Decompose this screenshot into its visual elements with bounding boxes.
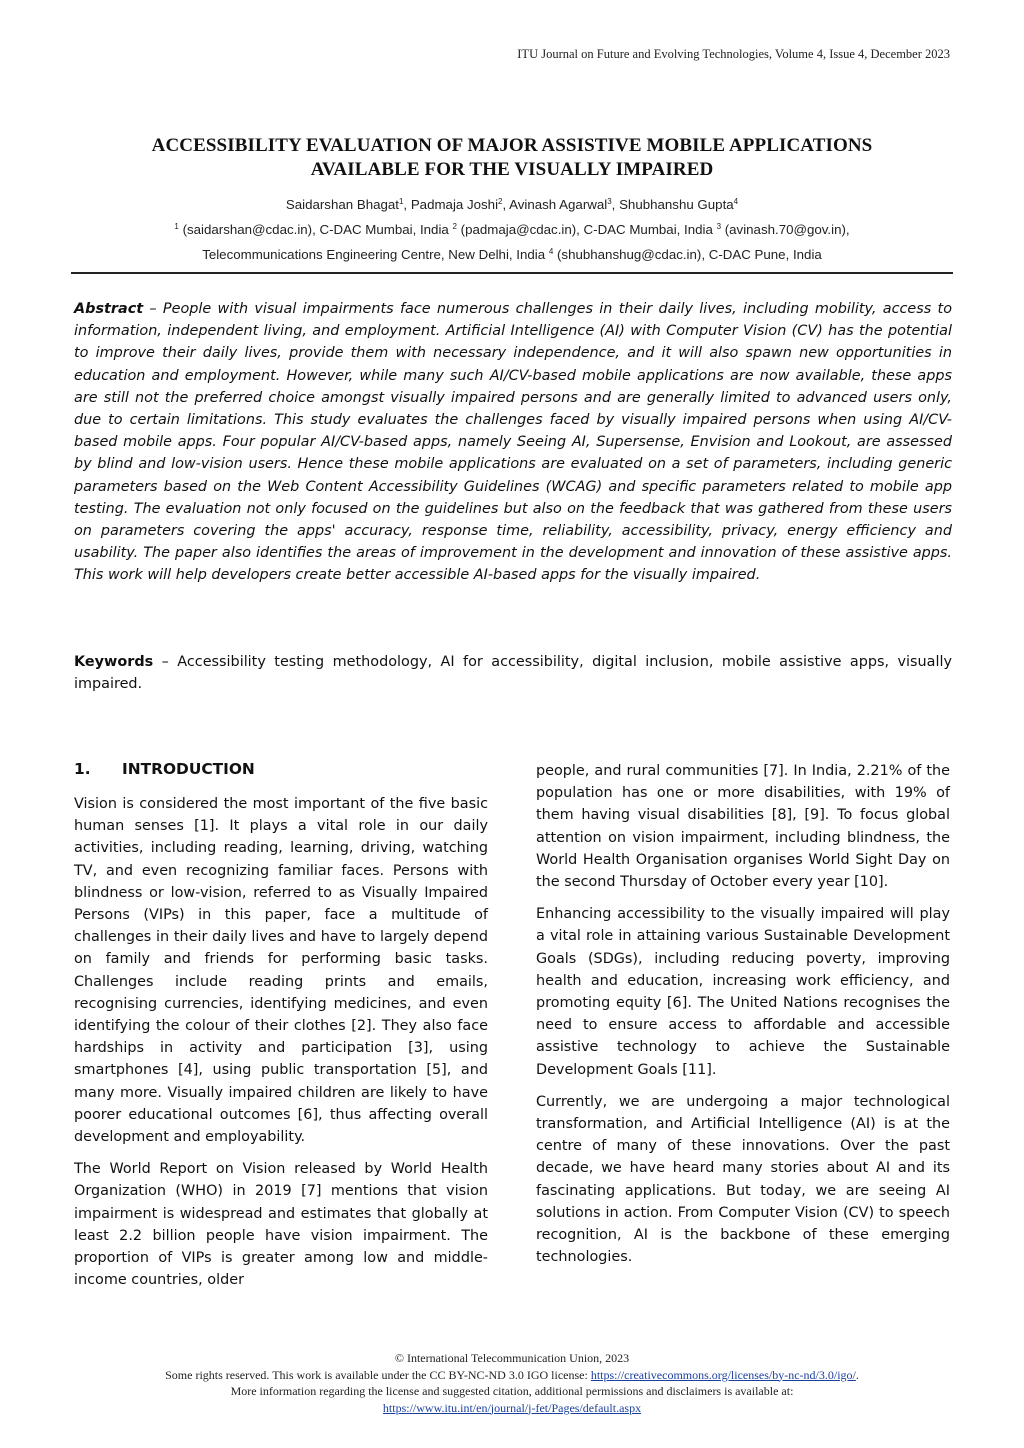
author-name: Saidarshan Bhagat [285,197,399,212]
itu-journal-link[interactable]: https://www.itu.int/en/journal/j-fet/Pages/default.aspx [382,1400,642,1415]
author-name: Padmaja Joshi [410,197,499,212]
author-sup: 1 [398,197,404,206]
paragraph: The World Report on Vision released by World Health Organization (WHO) in 2019 [7] mentions that vision impairment is widespread and estimates that globally at least 2.2 billion people have vision impairment. The proportion of VIPs is greater among low and middle-income countries, older [74,1161,488,1289]
affiliation-text: (saidarshan@cdac.in), C-DAC Mumbai, India [182,222,449,237]
affiliation-text: Telecommunications Engineering Centre, New Delhi, India [202,247,546,262]
affiliation-sup: 3 [716,222,722,231]
author-list: Saidarshan Bhagat$^1$, Padmaja Joshi$^2$, Avinash Agarwal$^3$, Shubhanshu Gupta$^4$ [285,197,739,212]
footer-rights [0,1367,1024,1384]
footer [0,1350,1024,1416]
affiliation-sup: 4 [548,247,554,256]
title-line-1: ACCESSIBILITY EVALUATION OF MAJOR ASSISTIVE MOBILE APPLICATIONS [151,135,873,156]
affiliation-line-1 [0,216,1024,241]
affiliation-sup: 2 [452,222,457,231]
keywords-label: Keywords [74,654,154,670]
title-line-2: AVAILABLE FOR THE VISUALLY IMPAIRED [310,159,714,180]
affiliation-line-2 [0,241,1024,266]
affiliation-sup: 1 [174,222,179,231]
affiliation-text: (shubhanshug@cdac.in), C-DAC Pune, India [557,247,822,262]
journal-header: ITU Journal on Future and Evolving Technologies, Volume 4, Issue 4, December 2023 [517,47,950,61]
abstract-text: – People with visual impairments face numerous challenges in their daily lives, including mobility, access to information, independent living, and employment. Artificial Intelligence (AI) with Computer Vision (CV) has the potential to improve their daily lives, provide them with necessary independence, and it will also spawn new opportunities in education and employment. However, while many such AI/CV-based mobile applications are now available, these apps are still not the preferred choice amongst visually impaired persons and are generally limited to advanced users only, due to certain limitations. This study evaluates the challenges faced by visually impaired persons when using AI/CV-based mobile apps. Four popular AI/CV-based apps, namely Seeing AI, Supersense, Envision and Lookout, are assessed by blind and low-vision users. Hence these mobile applications are evaluated on a set of parameters, including generic parameters based on the Web Content Accessibility Guidelines (WCAG) and specific parameters related to mobile app testing. The evaluation not only focused on the guidelines but also on the feedback that was gathered from these users on parameters covering the apps' accuracy, response time, reliability, accessibility, privacy, energy efficiency and usability. The paper also identifies the areas of improvement in the development and innovation of these assistive apps. This work will help developers create better accessible AI-based apps for the visually impaired. [74,301,952,584]
paragraph: Enhancing accessibility to the visually impaired will play a vital role in attaining various Sustainable Development Goals (SDGs), including reducing poverty, improving health and education, increasing work efficiency, and promoting equity [6]. The United Nations recognises the need to ensure access to affordable and accessible assistive technology to achieve the Sustainable Development Goals [11]. [536,906,950,1078]
keywords-text: – Accessibility testing methodology, AI for accessibility, digital inclusion, mobile assistive apps, visually impaired. [74,654,952,693]
paragraph: Currently, we are undergoing a major technological transformation, and Artificial Intelligence (AI) is at the centre of many of these innovations. Over the past decade, we have heard many stories about AI and its fascinating applications. But today, we are seeing AI solutions in action. From Computer Vision (CV) to speech recognition, AI is the backbone of these emerging technologies. [536,1093,950,1266]
author-sup: 4 [733,197,739,206]
footer-rights-text: Some rights reserved. This work is available under the CC BY-NC-ND 3.0 IGO license: [165,1367,591,1382]
paragraph: people, and rural communities [7]. In India, 2.21% of the population has one or more disabilities, with 19% of them having visual disabilities [8], [9]. To focus global attention on vision impairment, including blindness, the World Health Organisation organises World Sight Day on the second Thursday of October every year [10]. [536,763,950,891]
footer-rights-end: . [855,1367,859,1382]
header-divider [71,272,953,274]
affiliation-text: (padmaja@cdac.in), C-DAC Mumbai, India [460,222,713,237]
section-number: 1. [74,760,91,778]
author-sup: 3 [607,197,612,206]
paragraph: Vision is considered the most important of the five basic human senses [1]. It plays a vital role in our daily activities, including reading, learning, driving, watching TV, and even recognizing familiar faces. Persons with blindness or low-vision, referred to as Visually Impaired Persons (VIPs) in this paper, face a multitude of challenges in their daily lives and have to largely depend on family and friends for performing basic tasks. Challenges include reading prints and emails, recognising currencies, identifying medicines, and even identifying the colour of their clothes [2]. They also face hardships in activity and participation [3], using smartphones [4], using public transportation [5], and many more. Visually impaired children are likely to have poorer educational outcomes [6], thus affecting overall development and employability. [74,796,488,1146]
paper-title [0,134,1024,182]
section-title: INTRODUCTION [122,760,255,778]
license-link[interactable]: https://creativecommons.org/licenses/by-nc-nd/3.0/igo/ [590,1367,856,1382]
abstract [74,298,952,587]
author-block [0,191,1024,266]
section-heading [74,760,255,778]
author-name: Avinash Agarwal [509,197,608,212]
keywords [74,651,952,695]
left-column [74,793,488,1301]
right-column [536,760,950,1278]
abstract-label: Abstract [74,301,144,317]
author-name: Shubhanshu Gupta [619,197,734,212]
footer-more-info: More information regarding the license and suggested citation, additional permissions and disclaimers is available at: [230,1384,794,1398]
footer-copyright: © International Telecommunication Union, 2023 [394,1351,630,1365]
affiliation-text: (avinash.70@gov.in), [724,222,850,237]
author-sup: 2 [498,197,503,206]
